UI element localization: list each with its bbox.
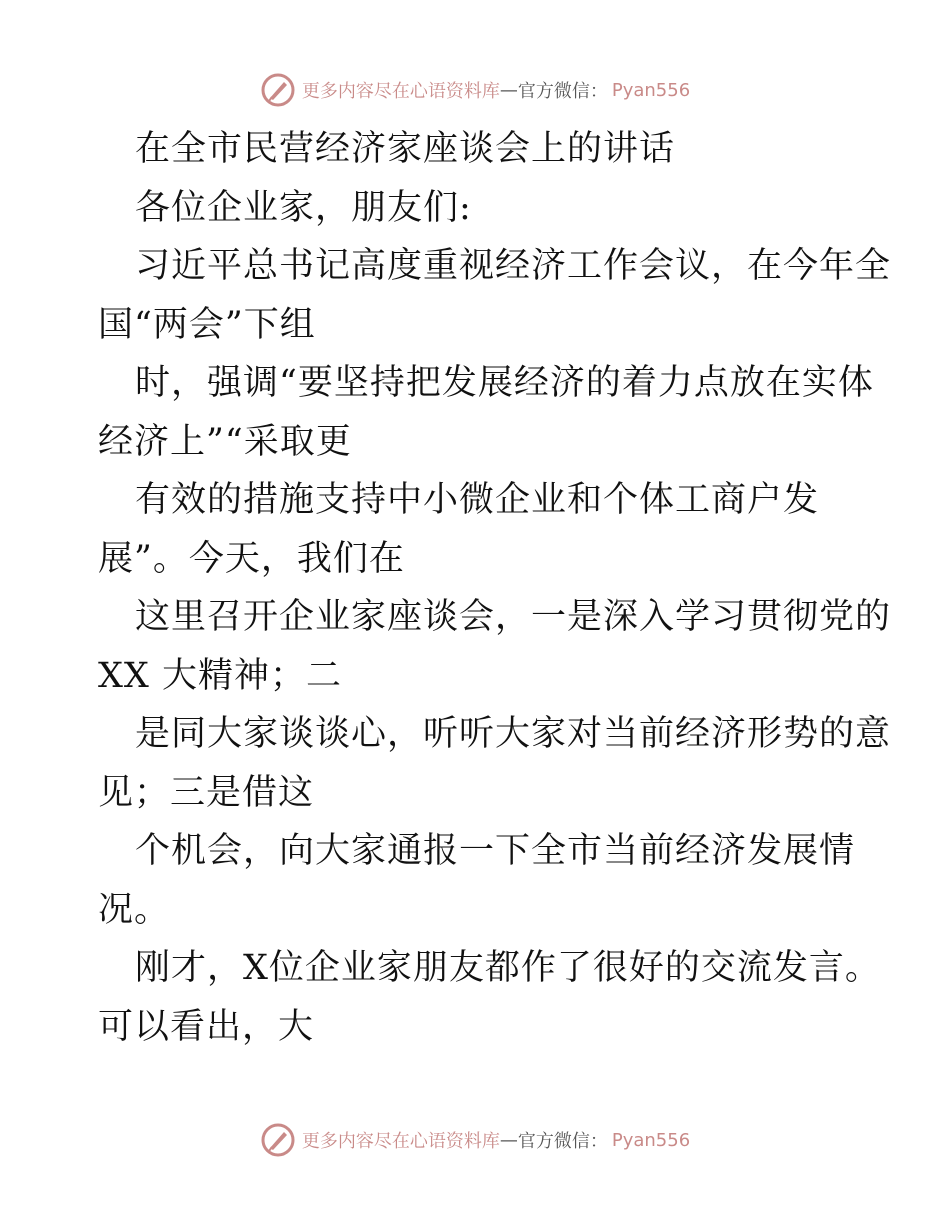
watermark-contact-id: Pyan556 — [611, 79, 691, 101]
watermark-separator: — — [499, 1129, 518, 1151]
paragraph-line: 展”。今天，我们在 — [98, 538, 405, 579]
watermark-contact-id: Pyan556 — [611, 1129, 691, 1151]
watermark-banner-top — [0, 70, 950, 110]
paragraph-line: 时，强调“要坚持把发展经济的着力点放在实体 — [135, 363, 874, 403]
paragraph-line: 况。 — [98, 889, 171, 930]
paragraph-line: XX 大精神；二 — [98, 655, 342, 696]
paragraph-line: 习近平总书记高度重视经济工作会议，在今年全 — [135, 246, 892, 286]
paragraph-line: 这里召开企业家座谈会，一是深入学习贯彻党的 — [135, 597, 892, 637]
document-title: 在全市民营经济家座谈会上的讲话 — [135, 129, 676, 169]
salutation: 各位企业家，朋友们: — [135, 187, 472, 228]
paragraph-line: 经济上”“采取更 — [98, 421, 352, 462]
watermark-brand-text: 更多内容尽在心语资料库 — [301, 1131, 500, 1152]
quill-pen-logo-icon — [260, 1122, 296, 1158]
paragraph-line: 国“两会”下组 — [98, 304, 316, 345]
paragraph-line: 见；三是借这 — [98, 772, 315, 813]
document-body — [98, 120, 892, 1056]
paragraph-line: 个机会，向大家通报一下全市当前经济发展情 — [135, 831, 856, 871]
watermark-contact-label: 官方微信： — [517, 81, 608, 102]
paragraph-line: 可以看出，大 — [98, 1006, 315, 1047]
paragraph-line: 有效的措施支持中小微企业和个体工商户发 — [135, 480, 820, 520]
paragraph-line: 刚才，X位企业家朋友都作了很好的交流发言。 — [135, 948, 881, 988]
watermark-banner-bottom — [0, 1120, 950, 1160]
watermark-brand-text: 更多内容尽在心语资料库 — [301, 81, 500, 102]
watermark-contact-label: 官方微信： — [517, 1131, 608, 1152]
paragraph-line: 是同大家谈谈心，听听大家对当前经济形势的意 — [135, 714, 892, 754]
watermark-separator: — — [499, 79, 518, 101]
quill-pen-logo-icon — [260, 72, 296, 108]
